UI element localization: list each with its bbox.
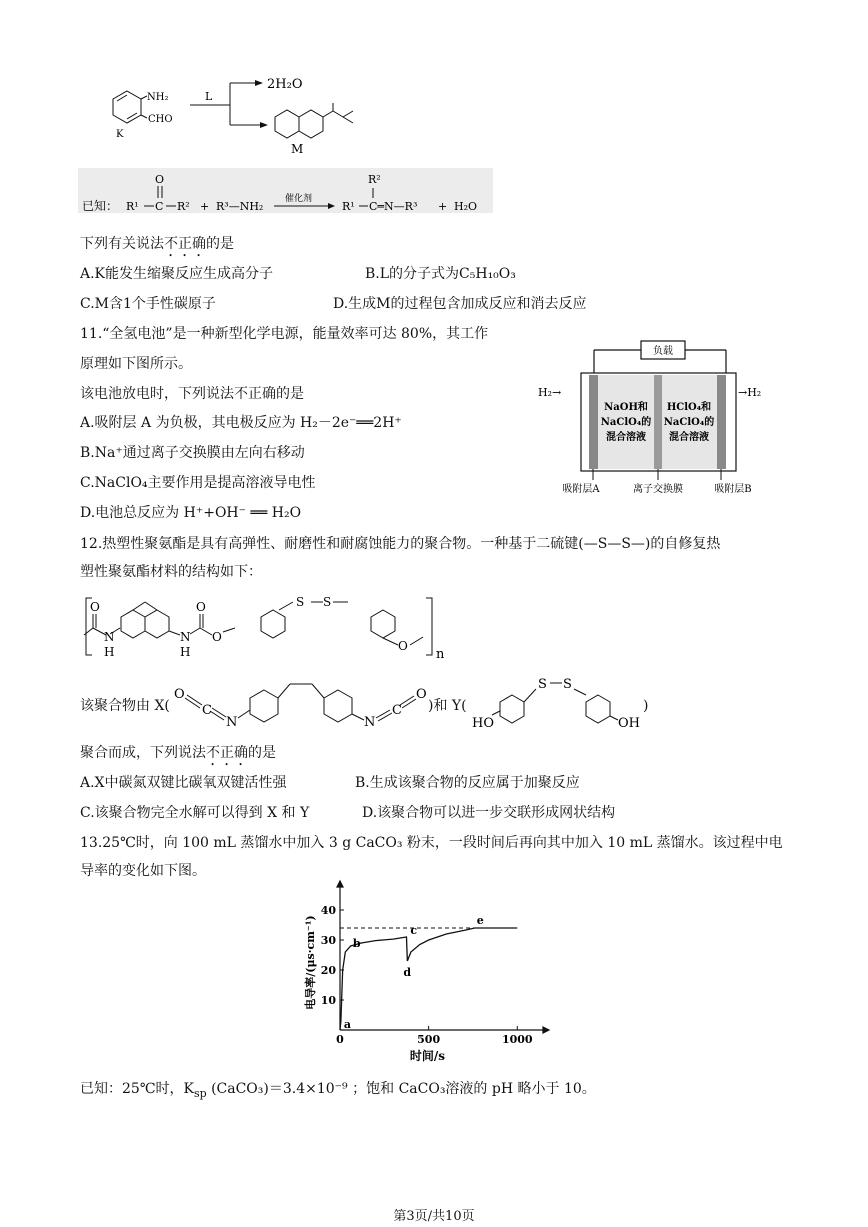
q12-stem-pre: 聚合而成，下列说法 bbox=[80, 745, 206, 761]
point-label-b: b bbox=[352, 937, 361, 950]
q12-option-a: A.X中碳氮双键比碳氧双键活性强 bbox=[80, 775, 287, 791]
polymer-co-o1: O bbox=[90, 600, 100, 614]
left-solution-line-2: NaClO₄的 bbox=[600, 417, 652, 428]
q10-stem-emph: 不正确 bbox=[164, 236, 206, 252]
right-solution-line-3: 混合溶液 bbox=[669, 432, 709, 443]
q13-known-rest: (CaCO₃)＝3.4×10⁻⁹ ；饱和 CaCO₃溶液的 pH 略小于 10。 bbox=[206, 1081, 596, 1097]
left-solution-line-1: NaOH和 bbox=[604, 402, 648, 413]
y-ho-label: HO bbox=[472, 716, 494, 731]
q11-option-c: C.NaClO₄主要作用是提高溶液导电性 bbox=[80, 475, 316, 491]
q10-stem-pre: 下列有关说法 bbox=[80, 236, 164, 252]
known-water: H₂O bbox=[454, 200, 478, 213]
q10-option-a: A.K能发生缩聚反应生成高分子 bbox=[80, 266, 274, 282]
q11-line-2: 原理如下图所示。 bbox=[80, 356, 192, 372]
q12-monomers-post: ) bbox=[643, 698, 649, 714]
x-right-o: O bbox=[416, 687, 427, 702]
known-reaction bbox=[78, 168, 498, 218]
label-membrane: 离子交换膜 bbox=[633, 484, 683, 495]
q12-option-c: C.该聚合物完全水解可以得到 X 和 Y bbox=[80, 805, 310, 821]
x-right-n: N bbox=[364, 715, 376, 730]
polymer-nh-n1: N bbox=[104, 630, 115, 644]
ion-exchange-membrane bbox=[654, 375, 662, 469]
catalyst-label: 催化剂 bbox=[285, 194, 313, 204]
x-tick-label: 1000 bbox=[501, 1033, 533, 1046]
k-nh2-label: NH₂ bbox=[147, 92, 169, 103]
load-label: 负载 bbox=[653, 346, 673, 357]
known-r1: R¹ bbox=[126, 200, 139, 213]
q13-known-sub: sp bbox=[193, 1086, 207, 1100]
monomer-y-structure bbox=[470, 673, 650, 733]
polymer-nh-h2: H bbox=[180, 645, 191, 659]
water-product-label: 2H₂O bbox=[267, 77, 303, 92]
known-plus-2: + bbox=[438, 200, 448, 213]
polymer-nh-h1: H bbox=[104, 645, 115, 659]
x-left-c: C bbox=[202, 703, 212, 718]
adsorption-layer-a bbox=[589, 375, 598, 469]
q12-stem-post: 的是 bbox=[248, 745, 276, 761]
q12-stem bbox=[80, 744, 276, 769]
q13-known-pre: 已知：25℃时，K bbox=[80, 1081, 194, 1097]
y-axis-label: 电导率/(μs·cm⁻¹) bbox=[304, 915, 317, 1010]
h2-outlet-label: →H₂ bbox=[738, 386, 762, 399]
y-tick-label: 20 bbox=[320, 964, 336, 977]
hydrogen-battery-diagram bbox=[536, 338, 796, 498]
q12-line-1: 12.热塑性聚氨酯是具有高弹性、耐磨性和耐腐蚀能力的聚合物。一种基于二硫键(—S—S—)的自修复热 bbox=[80, 536, 721, 552]
h2-inlet-label: H₂→ bbox=[538, 386, 562, 399]
known-plus-1: + bbox=[200, 200, 210, 213]
y-axis-arrow bbox=[337, 881, 343, 887]
known-amine: R³—NH₂ bbox=[216, 200, 264, 213]
q10-option-c: C.M含1个手性碳原子 bbox=[80, 296, 216, 312]
known-imine: C═N—R³ bbox=[369, 200, 418, 213]
conductivity-curve bbox=[340, 928, 517, 1030]
q10-stem-post: 的是 bbox=[206, 236, 234, 252]
q10-option-d: D.生成M的过程包含加成反应和消去反应 bbox=[333, 296, 587, 312]
left-solution-line-3: 混合溶液 bbox=[606, 432, 646, 443]
known-prefix: 已知： bbox=[82, 199, 119, 213]
x-right-c: C bbox=[392, 703, 402, 718]
x-tick-label: 500 bbox=[417, 1033, 441, 1046]
known-carbonyl-c: C bbox=[155, 200, 164, 213]
q12-line-2: 塑性聚氨酯材料的结构如下： bbox=[80, 564, 262, 580]
q12-monomers-pre: 该聚合物由 X( bbox=[80, 698, 170, 714]
q12-stem-emph: 不正确 bbox=[206, 745, 248, 761]
x-left-o: O bbox=[174, 687, 185, 702]
polymer-structure bbox=[78, 590, 458, 665]
x-axis-arrow bbox=[543, 1027, 549, 1033]
polymer-ether-o: O bbox=[398, 639, 408, 653]
q11-stem: 该电池放电时，下列说法不正确的是 bbox=[80, 386, 304, 402]
known-r2-product: R² bbox=[368, 173, 381, 186]
polymer-co-o2: O bbox=[196, 600, 206, 614]
point-label-a: a bbox=[343, 1018, 352, 1031]
x-tick-label: 0 bbox=[336, 1033, 344, 1046]
monomer-x-structure bbox=[172, 670, 432, 740]
point-label-d: d bbox=[403, 966, 412, 979]
page-footer: 第3页/共10页 bbox=[393, 1209, 475, 1224]
q11-option-a: A.吸附层 A 为负极，其电极反应为 H₂－2e⁻══2H⁺ bbox=[80, 415, 402, 431]
q12-option-d: D.该聚合物可以进一步交联形成网状结构 bbox=[362, 805, 616, 821]
q12-monomers-mid: )和 Y( bbox=[428, 698, 467, 714]
known-carbonyl-o: O bbox=[155, 173, 165, 186]
label-adsorption-b: 吸附层B bbox=[714, 484, 752, 495]
q12-option-b: B.生成该聚合物的反应属于加聚反应 bbox=[355, 775, 580, 791]
q11-option-d: D.电池总反应为 H⁺+OH⁻ ══ H₂O bbox=[80, 505, 302, 521]
q13-line-2: 导率的变化如下图。 bbox=[80, 863, 206, 879]
conductivity-chart bbox=[295, 885, 555, 1065]
q10-stem bbox=[80, 235, 234, 260]
polymer-s1: S bbox=[296, 595, 305, 609]
q10-option-b: B.L的分子式为C₅H₁₀O₃ bbox=[365, 266, 516, 282]
y-tick-label: 40 bbox=[320, 904, 336, 917]
q11-line-1: 11.“全氢电池”是一种新型化学电源，能量效率可达 80%，其工作 bbox=[80, 326, 489, 342]
m-compound-label: M bbox=[291, 142, 304, 156]
y-tick-label: 10 bbox=[320, 994, 336, 1007]
y-s1-label: S bbox=[538, 677, 547, 692]
y-oh-label: OH bbox=[618, 716, 640, 731]
k-cho-label: CHO bbox=[148, 114, 173, 125]
q11-option-b: B.Na⁺通过离子交换膜由左向右移动 bbox=[80, 445, 305, 461]
polymer-nh-n2: N bbox=[180, 630, 191, 644]
y-tick-label: 30 bbox=[320, 934, 336, 947]
polymer-ester-o: O bbox=[212, 630, 222, 644]
q13-line-1: 13.25℃时，向 100 mL 蒸馏水中加入 3 g CaCO₃ 粉末，一段时间后再向其中加入 10 mL 蒸馏水。该过程中电 bbox=[80, 835, 783, 851]
label-adsorption-a: 吸附层A bbox=[562, 484, 600, 495]
k-compound-label: K bbox=[116, 129, 124, 140]
point-label-e: e bbox=[476, 914, 484, 927]
right-solution-line-1: HClO₄和 bbox=[666, 402, 712, 413]
known-r1-product: R¹ bbox=[342, 200, 355, 213]
known-r2: R² bbox=[177, 200, 190, 213]
x-axis-label: 时间/s bbox=[409, 1049, 446, 1063]
y-s2-label: S bbox=[563, 677, 572, 692]
point-label-c: c bbox=[410, 924, 418, 937]
right-solution-line-2: NaClO₄的 bbox=[663, 417, 715, 428]
polymer-s2: S bbox=[323, 595, 332, 609]
adsorption-layer-b bbox=[717, 375, 726, 469]
reagent-l-label: L bbox=[205, 90, 213, 103]
q13-known bbox=[80, 1080, 596, 1103]
x-left-n: N bbox=[226, 715, 238, 730]
polymer-subscript-n: n bbox=[436, 647, 445, 662]
